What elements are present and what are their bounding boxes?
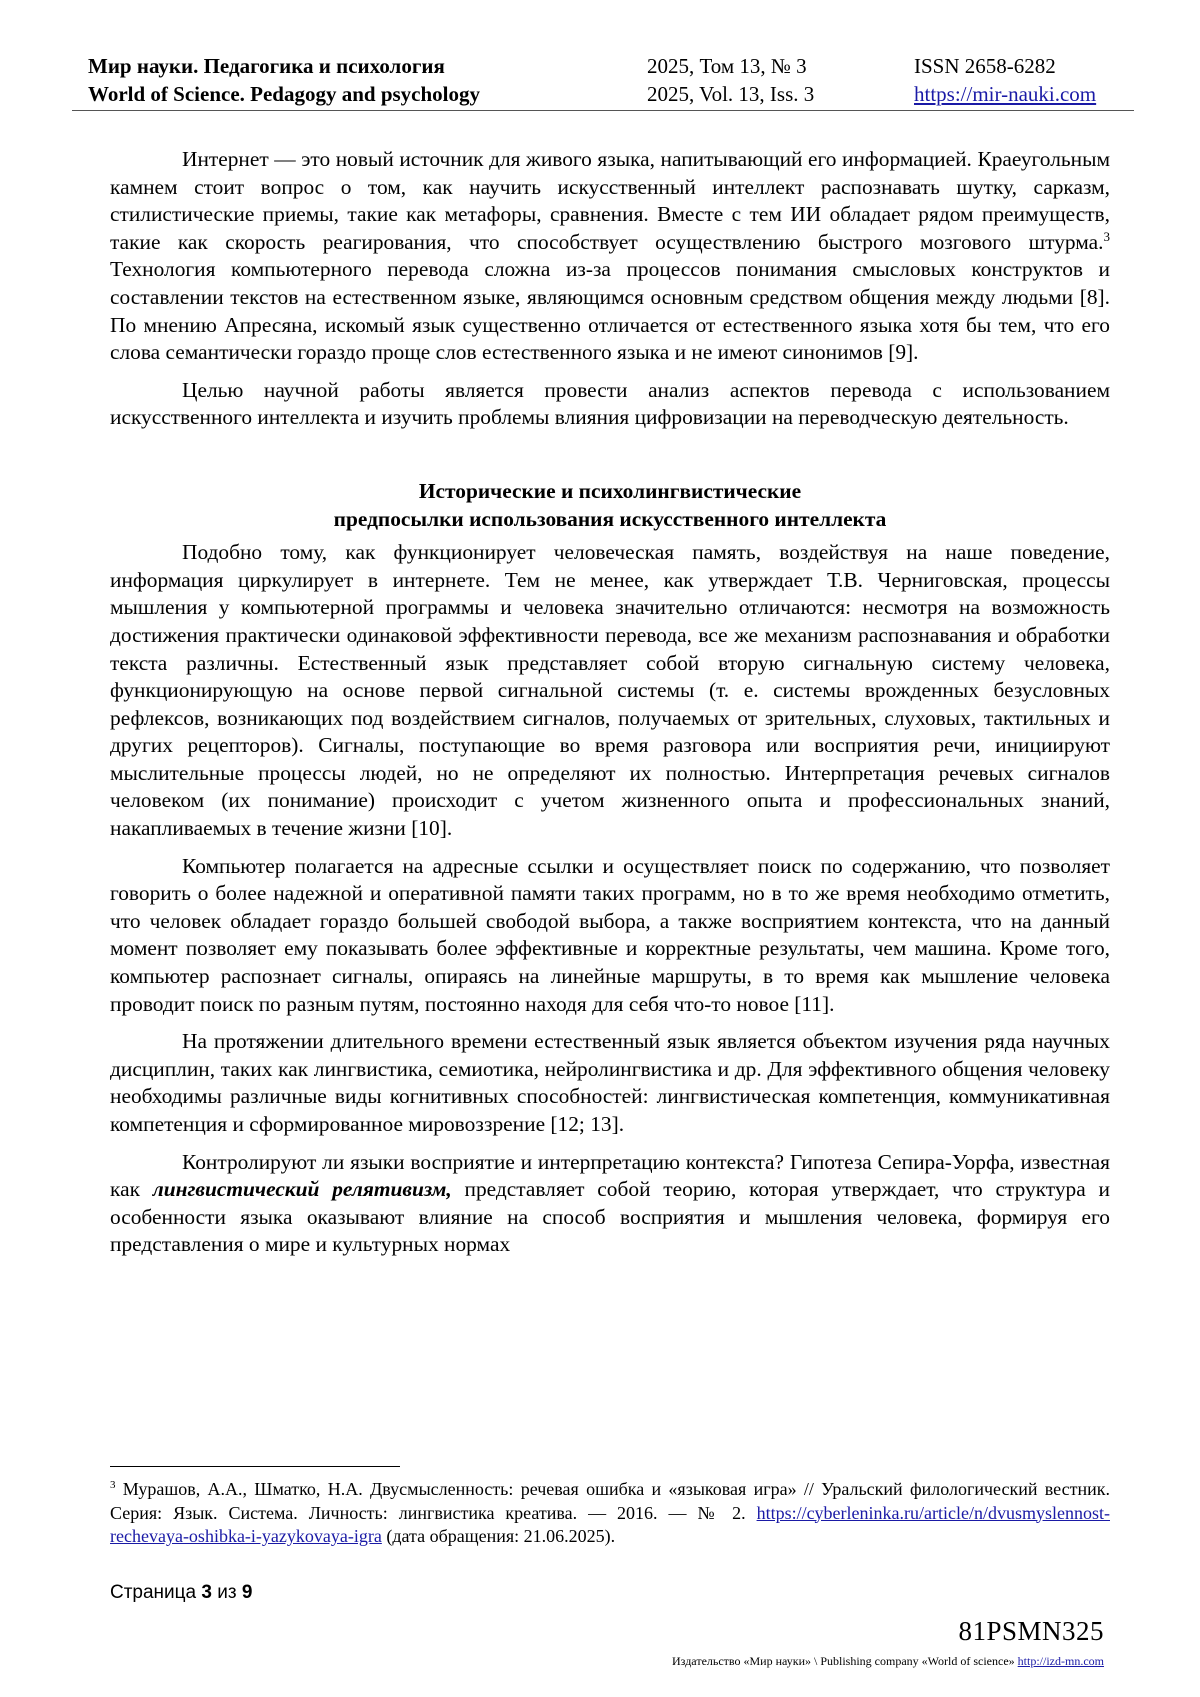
publisher-link[interactable]: http://izd-mn.com [1017,1654,1104,1668]
page-number: Страница 3 из 9 [110,1582,253,1603]
issn: ISSN 2658-6282 [914,54,1056,78]
issue-en: 2025, Vol. 13, Iss. 3 [647,82,815,106]
footnote-divider [110,1466,400,1467]
section-heading: Исторические и психолингвистические предпосылки использования искусственного интеллекта [333,478,887,531]
header-rule [72,110,1134,111]
publisher-line: Издательство «Мир науки» \ Publishing company «World of science» http://izd-mn.com [672,1654,1104,1668]
paragraph-6: Контролируют ли языки восприятие и интерпретацию контекста? Гипотеза Сепира-Уорфа, известная как лингвистический релятивизм, представляет собой теорию, которая утверждает, что структура и особенности языка оказывают влияние на способ восприятия и мышления человека, формируя его представления о мире и культурных нормах [110,1149,1110,1257]
issue-info [647,52,814,108]
article-body [110,146,1110,1269]
page-header [72,52,1132,112]
journal-title [88,52,480,108]
footnote-link[interactable]: https://cyberleninka.ru/article/n/dvusmyslennost-rechevaya-oshibka-i-yazykovaya-igra [110,1502,1110,1546]
journal-url-link[interactable]: https://mir-nauki.com [914,82,1097,106]
issn-block [914,52,1096,108]
article-code: 81PSMN325 [958,1616,1104,1646]
footnote-number: 3 [110,1479,116,1491]
footnote: $^3$ Мурашов, А.А., Шматко, Н.А. Двусмысленность: речевая ошибка и «языковая игра» // Уральский филологический вестник. Серия: Язык. Система. Личность: лингвистика креатива. — 2016. — № 2. https://cyberleninka.ru/article/n/dvusmyslennost-rechevaya-oshibka-i-yazykovaya-igra (дата обращения: 21.06.2025). [110,1479,1110,1546]
journal-title-ru: Мир науки. Педагогика и психология [88,54,445,78]
issue-ru: 2025, Том 13, № 3 [647,54,807,78]
emphasis-term: лингвистический релятивизм, [152,1177,452,1202]
paragraph-3: Подобно тому, как функционирует человеческая память, воздействуя на наше поведение, информация циркулирует в интернете. Тем не менее, как утверждает Т.В. Черниговская, процессы мышления у компьютерной программы и человека значительно отличаются: несмотря на возможность достижения практически одинаковой эффективности перевода, все же механизм распознавания и обработки текста различны. Естественный язык представляет собой вторую сигнальную систему человека, функционирующую на основе первой сигнальной системы (т. е. системы врожденных безусловных рефлексов, возникающих под воздействием сигналов, получаемых от зрительных, слуховых, тактильных и других рецепторов). Сигналы, поступающие во время разговора или восприятия речи, инициируют мыслительные процессы людей, но не определяют их полностью. Интерпретация речевых сигналов человеком (их понимание) происходит с учетом жизненного опыта и профессиональных знаний, накапливаемых в течение жизни [10]. [110,540,1110,841]
footnote-ref[interactable]: 3 [1103,228,1110,244]
paragraph-5: На протяжении длительного времени естественный язык является объектом изучения ряда научных дисциплин, таких как лингвистика, семиотика, нейролингвистика и др. Для эффективного общения человеку необходимы различные виды когнитивных способностей: лингвистическая компетенция, коммуникативная компетенция и сформированное мировоззрение [12; 13]. [110,1029,1110,1136]
journal-title-en: World of Science. Pedagogy and psychology [88,82,481,106]
paragraph-1: Интернет — это новый источник для живого языка, напитывающий его информацией. Краеугольным камнем стоит вопрос о том, как научить искусственный интеллект распознавать шутку, сарказм, стилистические приемы, такие как метафоры, сравнения. Вместе с тем ИИ обладает рядом преимуществ, такие как скорость реагирования, что способствует осуществлению быстрого мозгового штурма.$^3$ Технология компьютерного перевода сложна из-за процессов понимания смысловых конструктов и составлении текстов на естественном языке, являющимся основным средством общения между людьми [8]. По мнению Апресяна, искомый язык существенно отличается от естественного языка хотя бы тем, что его слова семантически гораздо проще слов естественного языка и не имеют синонимов [9]. [110,147,1110,365]
paragraph-2: Целью научной работы является провести анализ аспектов перевода с использованием искусственного интеллекта и изучить проблемы влияния цифровизации на переводческую деятельность. [110,377,1110,430]
paragraph-4: Компьютер полагается на адресные ссылки и осуществляет поиск по содержанию, что позволяет говорить о более надежной и оперативной памяти таких программ, но в то же время необходимо отметить, что человек обладает гораздо большей свободой выбора, а также восприятием контекста, что на данный момент позволяет ему показывать более эффективные и корректные результаты, чем машина. Кроме того, компьютер распознает сигналы, опираясь на линейные маршруты, в то время как мышление человека проводит поиск по разным путям, постоянно находя для себя что-то новое [11]. [110,853,1110,1016]
